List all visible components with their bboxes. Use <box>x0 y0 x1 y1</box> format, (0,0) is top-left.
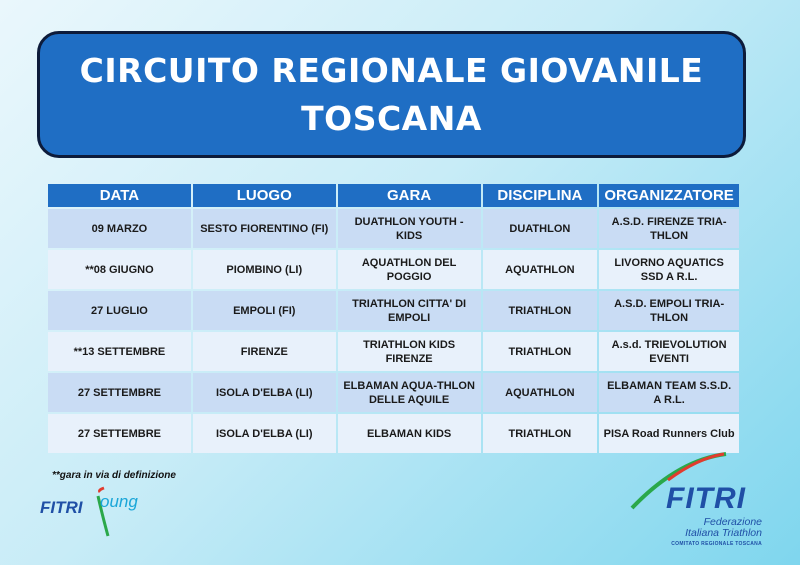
footnote: **gara in via di definizione <box>52 470 176 481</box>
cell-gara: DUATHLON YOUTH - KIDS <box>338 209 481 248</box>
schedule-table <box>46 182 741 455</box>
fitri-committee-text: COMITATO REGIONALE TOSCANA <box>671 541 762 547</box>
table-row <box>48 332 739 371</box>
cell-disciplina: DUATHLON <box>483 209 598 248</box>
cell-gara: ELBAMAN KIDS <box>338 414 481 453</box>
column-header-luogo: LUOGO <box>193 184 336 207</box>
table-row <box>48 414 739 453</box>
table-row <box>48 209 739 248</box>
table-row <box>48 291 739 330</box>
column-header-organizzatore: ORGANIZZATORE <box>599 184 739 207</box>
cell-luogo: EMPOLI (FI) <box>193 291 336 330</box>
cell-organizzatore: PISA Road Runners Club <box>599 414 739 453</box>
cell-luogo: ISOLA D'ELBA (LI) <box>193 373 336 412</box>
column-header-disciplina: DISCIPLINA <box>483 184 598 207</box>
cell-gara: TRIATHLON KIDS FIRENZE <box>338 332 481 371</box>
table-row <box>48 250 739 289</box>
cell-gara: TRIATHLON CITTA' DI EMPOLI <box>338 291 481 330</box>
cell-data: 27 SETTEMBRE <box>48 373 191 412</box>
cell-luogo: FIRENZE <box>193 332 336 371</box>
table-header-row <box>48 184 739 207</box>
fitri-sub-line1: Federazione <box>703 516 762 528</box>
cell-luogo: SESTO FIORENTINO (FI) <box>193 209 336 248</box>
fitri-sub-line2: Italiana Triathlon <box>685 527 762 539</box>
cell-disciplina: TRIATHLON <box>483 332 598 371</box>
logo-arc-red <box>668 454 724 480</box>
cell-disciplina: AQUATHLON <box>483 373 598 412</box>
cell-gara: AQUATHLON DEL POGGIO <box>338 250 481 289</box>
cell-luogo: ISOLA D'ELBA (LI) <box>193 414 336 453</box>
title-line-1: CIRCUITO REGIONALE GIOVANILE <box>79 50 704 90</box>
young-prefix: FITRI <box>40 498 83 517</box>
cell-organizzatore: A.s.d. TRIEVOLUTION EVENTI <box>599 332 739 371</box>
cell-organizzatore: A.S.D. FIRENZE TRIA-THLON <box>599 209 739 248</box>
fitri-subtitle <box>662 517 762 539</box>
cell-data: **13 SETTEMBRE <box>48 332 191 371</box>
fitri-wordmark: FITRI <box>666 482 746 515</box>
cell-data: 27 SETTEMBRE <box>48 414 191 453</box>
cell-gara: ELBAMAN AQUA-THLON DELLE AQUILE <box>338 373 481 412</box>
table-row <box>48 373 739 412</box>
column-header-data: DATA <box>48 184 191 207</box>
cell-disciplina: TRIATHLON <box>483 291 598 330</box>
cell-data: **08 GIUGNO <box>48 250 191 289</box>
cell-disciplina: TRIATHLON <box>483 414 598 453</box>
cell-luogo: PIOMBINO (LI) <box>193 250 336 289</box>
title-banner <box>37 31 746 158</box>
cell-organizzatore: LIVORNO AQUATICS SSD A R.L. <box>599 250 739 289</box>
column-header-gara: GARA <box>338 184 481 207</box>
title-line-2: TOSCANA <box>301 98 482 138</box>
cell-organizzatore: ELBAMAN TEAM S.S.D. A R.L. <box>599 373 739 412</box>
cell-organizzatore: A.S.D. EMPOLI TRIA-THLON <box>599 291 739 330</box>
cell-disciplina: AQUATHLON <box>483 250 598 289</box>
fitri-young-text <box>40 498 83 518</box>
young-suffix: oung <box>100 492 138 511</box>
cell-data: 27 LUGLIO <box>48 291 191 330</box>
cell-data: 09 MARZO <box>48 209 191 248</box>
